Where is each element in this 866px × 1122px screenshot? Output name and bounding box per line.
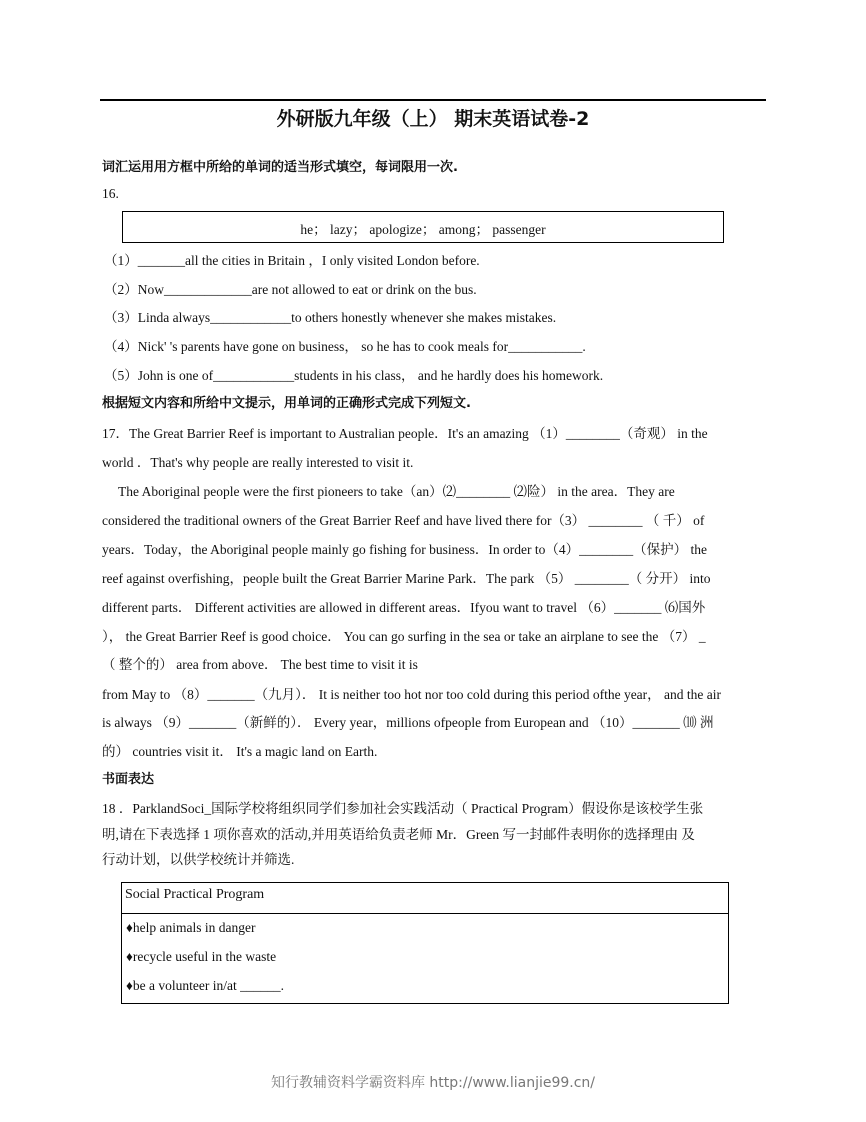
- program-option-2: ♦recycle useful in the waste: [126, 949, 277, 964]
- writing-prompt-line-2: 明,请在下表选择 1 项你喜欢的活动,并用英语给负责老师 Mr．Green 写一封邮件表明你的选择理由 及: [102, 827, 695, 842]
- passage-line-4: considered the traditional owners of the Great Barrier Reef and have lived there for（3） ________ （ 千） of: [102, 513, 705, 528]
- blank-item-5: （5）John is one of____________students in his class， and he hardly does his homework.: [104, 368, 604, 383]
- passage-line-9: （ 整个的） area from above． The best time to visit it is: [102, 657, 418, 672]
- section1-heading: 词汇运用用方框中所给的单词的适当形式填空，每词限用一次.: [102, 160, 458, 175]
- page-title: 外研版九年级（上） 期末英语试卷-2: [276, 108, 590, 130]
- passage-line-5: years．Today，the Aboriginal people mainly go fishing for business．In order to（4）________（保护） the: [102, 542, 707, 557]
- passage-line-7: different parts． Different activities are allowed in different areas．Ifyou want to travel （6）_______ ⑹国外: [102, 600, 706, 615]
- blank-item-2: （2）Now_____________are not allowed to eat or drink on the bus.: [104, 282, 477, 297]
- writing-prompt-line-3: 行动计划，以供学校统计并筛选.: [102, 852, 295, 867]
- program-table-header-text: Social Practical Program: [125, 887, 265, 902]
- writing-prompt-line-1: 18 ．ParklandSoci_国际学校将组织同学们参加社会实践活动（ Practical Program）假设你是该校学生张: [102, 801, 704, 816]
- passage-line-10: from May to （8）_______（九月）． It is neither too hot nor too cold during this period ofthe year， and the air: [102, 687, 722, 702]
- passage-line-6: reef against overfishing，people built the Great Barrier Marine Park．The park （5） ________（ 分开） into: [102, 571, 711, 586]
- program-table-header: [122, 883, 728, 914]
- blank-item-3: （3）Linda always____________to others honestly whenever she makes mistakes.: [104, 310, 557, 325]
- passage-line-8: ）， the Great Barrier Reef is good choice． You can go surfing in the sea or take an airplane to see the （7） _: [102, 629, 706, 644]
- passage-line-12: 的） countries visit it． It's a magic land on Earth.: [102, 744, 378, 759]
- word-box-text: he； lazy； apologize； among； passenger: [300, 222, 546, 237]
- program-option-1: ♦help animals in danger: [126, 920, 256, 935]
- section2-heading: 根据短文内容和所给中文提示，用单词的正确形式完成下列短文.: [102, 396, 471, 411]
- passage-line-1: 17．The Great Barrier Reef is important to Australian people．It's an amazing （1）________（奇观） in the: [102, 426, 708, 441]
- question-number-16: 16.: [102, 186, 119, 201]
- word-box: [122, 211, 724, 243]
- blank-item-4: （4）Nick' 's parents have gone on business， so he has to cook meals for___________.: [104, 339, 586, 354]
- passage-line-2: world ．That's why people are really interested to visit it.: [102, 455, 414, 470]
- blank-item-1: （1）_______all the cities in Britain ，I only visited London before.: [104, 253, 480, 268]
- top-rule: [100, 99, 766, 101]
- passage-line-11: is always （9）_______（新鲜的）． Every year，millions ofpeople from European and （10）_______ ⑽ 洲: [102, 715, 714, 730]
- program-table: [121, 882, 729, 1004]
- program-option-3: ♦be a volunteer in/at ______.: [126, 978, 284, 993]
- footer-watermark: 知行教辅资料学霸资料库 http://www.lianjie99.cn/: [270, 1075, 596, 1091]
- section3-heading: 书面表达: [102, 772, 155, 787]
- passage-line-3: The Aboriginal people were the first pioneers to take（an）⑵________ ⑵险） in the area．They are: [118, 484, 675, 499]
